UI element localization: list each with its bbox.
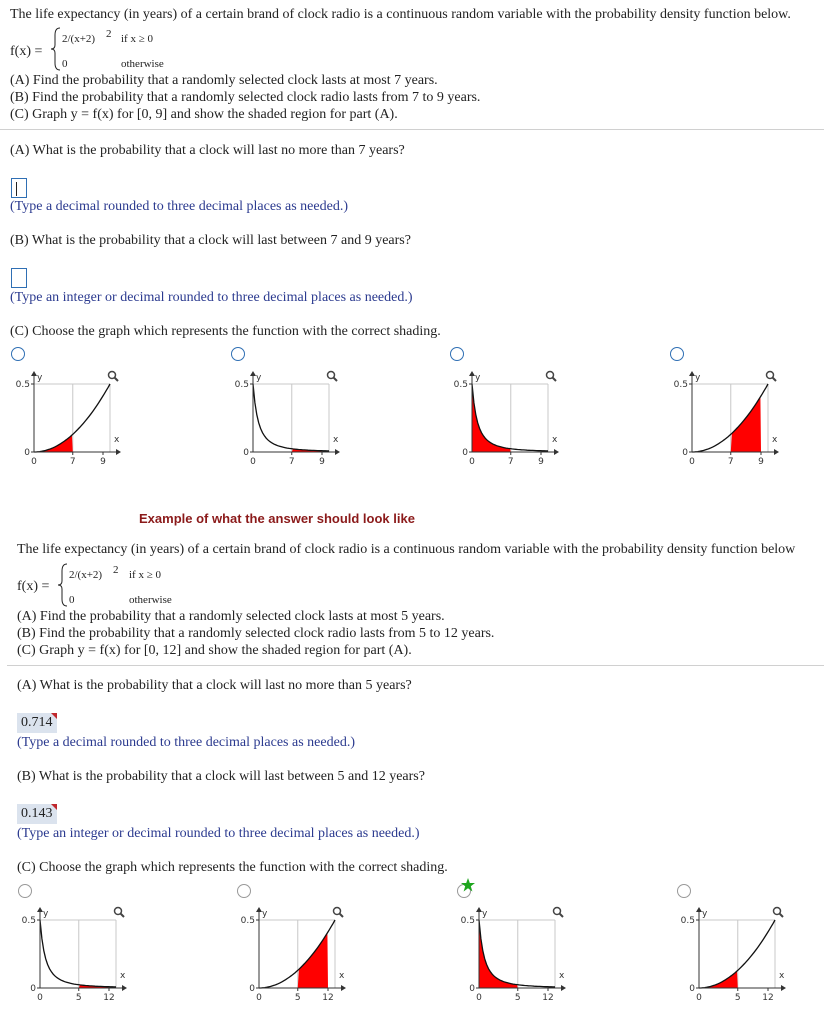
example-graph-option-3[interactable] bbox=[455, 902, 585, 1008]
x-tick-label: 9 bbox=[758, 457, 764, 467]
zoom-icon bbox=[554, 908, 564, 918]
zoom-icon bbox=[115, 908, 125, 918]
part-b-text: (B) Find the probability that a randomly selected clock radio lasts from 7 to 9 years. bbox=[10, 90, 481, 105]
hint-b: (Type an integer or decimal rounded to three decimal places as needed.) bbox=[10, 290, 413, 305]
x-tick-label: 0 bbox=[696, 993, 702, 1003]
y-tick-label: 0 bbox=[249, 984, 255, 994]
x-axis-arrow-icon bbox=[335, 449, 340, 455]
x-tick-label: 12 bbox=[322, 993, 334, 1003]
shaded-region bbox=[479, 920, 518, 988]
x-tick-label: 5 bbox=[514, 993, 521, 1003]
example-question-b: (B) What is the probability that a clock will last between 5 and 12 years? bbox=[17, 769, 425, 784]
zoom-icon bbox=[774, 908, 784, 918]
x-tick-label: 9 bbox=[100, 457, 106, 467]
y-tick-label: 0 bbox=[24, 448, 30, 458]
x-axis-arrow-icon bbox=[122, 985, 127, 991]
x-tick-label: 5 bbox=[75, 993, 82, 1003]
y-tick-label: 0 bbox=[30, 984, 36, 994]
y-tick-label: 0.5 bbox=[460, 916, 475, 926]
zoom-icon bbox=[547, 372, 557, 382]
example-hint-b: (Type an integer or decimal rounded to three decimal places as needed.) bbox=[17, 826, 420, 841]
x-tick-label: 5 bbox=[734, 993, 741, 1003]
y-axis-label: y bbox=[37, 373, 43, 383]
shaded-region bbox=[731, 397, 761, 452]
example-answer-b: 0.143 bbox=[17, 804, 57, 824]
correct-star-icon bbox=[461, 878, 475, 892]
x-axis-arrow-icon bbox=[116, 449, 121, 455]
y-axis-label: y bbox=[475, 373, 481, 383]
x-tick-label: 9 bbox=[319, 457, 325, 467]
shaded-region bbox=[472, 384, 511, 452]
case1-condition: if x ≥ 0 bbox=[121, 33, 154, 45]
x-tick-label: 0 bbox=[250, 457, 256, 467]
example-graph-option-4[interactable] bbox=[675, 902, 805, 1008]
answer-a-input[interactable] bbox=[11, 178, 27, 198]
x-axis-label: x bbox=[339, 971, 345, 981]
example-question-a: (A) What is the probability that a clock will last no more than 5 years? bbox=[17, 678, 412, 693]
y-axis-label: y bbox=[256, 373, 262, 383]
flag-icon bbox=[51, 713, 57, 719]
x-tick-label: 12 bbox=[103, 993, 115, 1003]
y-tick-label: 0.5 bbox=[234, 380, 249, 390]
example-case2-expr: 0 bbox=[69, 594, 75, 606]
part-a-text: (A) Find the probability that a randomly selected clock lasts at most 7 years. bbox=[10, 73, 438, 88]
y-tick-label: 0 bbox=[682, 448, 688, 458]
question-b: (B) What is the probability that a clock will last between 7 and 9 years? bbox=[10, 233, 411, 248]
example-fx-label: f(x) = bbox=[17, 579, 50, 594]
divider bbox=[0, 129, 824, 130]
answer-b-input[interactable] bbox=[11, 268, 27, 288]
x-tick-label: 0 bbox=[689, 457, 695, 467]
y-tick-label: 0.5 bbox=[453, 380, 468, 390]
graph-option-3[interactable] bbox=[448, 366, 578, 472]
example-case2-condition: otherwise bbox=[129, 594, 172, 606]
example-part-a-text: (A) Find the probability that a randomly selected clock lasts at most 5 years. bbox=[17, 609, 445, 624]
x-axis-arrow-icon bbox=[341, 985, 346, 991]
fx-label: f(x) = bbox=[10, 44, 43, 59]
x-tick-label: 5 bbox=[294, 993, 301, 1003]
option-4-radio[interactable] bbox=[670, 347, 684, 361]
x-axis-arrow-icon bbox=[554, 449, 559, 455]
y-tick-label: 0 bbox=[462, 448, 468, 458]
example-question-c: (C) Choose the graph which represents the function with the correct shading. bbox=[17, 860, 448, 875]
x-tick-label: 9 bbox=[538, 457, 544, 467]
x-tick-label: 0 bbox=[37, 993, 43, 1003]
example-case1-expr: 2/(x+2) bbox=[69, 569, 103, 581]
x-axis-label: x bbox=[120, 971, 126, 981]
question-a: (A) What is the probability that a clock will last no more than 7 years? bbox=[10, 143, 405, 158]
shaded-region bbox=[298, 933, 328, 988]
example-divider bbox=[7, 665, 824, 666]
x-axis-label: x bbox=[779, 971, 785, 981]
zoom-icon bbox=[328, 372, 338, 382]
x-tick-label: 12 bbox=[762, 993, 774, 1003]
x-axis-label: x bbox=[333, 435, 339, 445]
y-axis-label: y bbox=[262, 909, 268, 919]
y-tick-label: 0.5 bbox=[673, 380, 688, 390]
x-axis-label: x bbox=[772, 435, 778, 445]
x-tick-label: 0 bbox=[256, 993, 262, 1003]
question-c: (C) Choose the graph which represents the function with the correct shading. bbox=[10, 324, 441, 339]
x-axis-label: x bbox=[552, 435, 558, 445]
y-axis-label: y bbox=[43, 909, 49, 919]
brace-icon bbox=[50, 27, 62, 71]
example-intro: The life expectancy (in years) of a certain brand of clock radio is a continuous random variable with the probability density function below bbox=[17, 542, 796, 557]
case1-expr: 2/(x+2) bbox=[62, 33, 96, 45]
y-axis-label: y bbox=[702, 909, 708, 919]
case2-condition: otherwise bbox=[121, 58, 164, 70]
x-axis-arrow-icon bbox=[774, 449, 779, 455]
example-graph-option-2[interactable] bbox=[235, 902, 365, 1008]
x-tick-label: 7 bbox=[507, 457, 514, 467]
shaded-region bbox=[699, 971, 738, 988]
x-tick-label: 7 bbox=[288, 457, 295, 467]
option-3-radio[interactable] bbox=[450, 347, 464, 361]
hint-a: (Type a decimal rounded to three decimal places as needed.) bbox=[10, 199, 348, 214]
zoom-icon bbox=[767, 372, 777, 382]
y-axis-label: y bbox=[482, 909, 488, 919]
case1-exponent: 2 bbox=[106, 28, 112, 40]
x-tick-label: 0 bbox=[476, 993, 482, 1003]
example-case1-condition: if x ≥ 0 bbox=[129, 569, 162, 581]
example-case1-exponent: 2 bbox=[113, 564, 119, 576]
option-1-radio[interactable] bbox=[11, 347, 25, 361]
case2-expr: 0 bbox=[62, 58, 68, 70]
curve bbox=[40, 920, 116, 987]
y-tick-label: 0 bbox=[689, 984, 695, 994]
example-option-2-radio[interactable] bbox=[237, 884, 251, 898]
example-part-c-text: (C) Graph y = f(x) for [0, 12] and show the shaded region for part (A). bbox=[17, 643, 412, 658]
example-title: Example of what the answer should look like bbox=[139, 511, 415, 526]
example-answer-a: 0.714 bbox=[17, 713, 57, 733]
x-tick-label: 0 bbox=[31, 457, 37, 467]
x-axis-label: x bbox=[114, 435, 120, 445]
option-2-radio[interactable] bbox=[231, 347, 245, 361]
x-axis-label: x bbox=[559, 971, 565, 981]
x-tick-label: 7 bbox=[69, 457, 76, 467]
zoom-icon bbox=[109, 372, 119, 382]
y-tick-label: 0.5 bbox=[15, 380, 30, 390]
y-tick-label: 0.5 bbox=[240, 916, 255, 926]
graph-option-2[interactable] bbox=[229, 366, 359, 472]
example-hint-a: (Type a decimal rounded to three decimal places as needed.) bbox=[17, 735, 355, 750]
x-axis-arrow-icon bbox=[781, 985, 786, 991]
y-axis-label: y bbox=[695, 373, 701, 383]
x-tick-label: 7 bbox=[727, 457, 734, 467]
y-tick-label: 0 bbox=[243, 448, 249, 458]
graph-option-4[interactable] bbox=[668, 366, 798, 472]
y-tick-label: 0.5 bbox=[680, 916, 695, 926]
part-c-text: (C) Graph y = f(x) for [0, 9] and show the shaded region for part (A). bbox=[10, 107, 398, 122]
graph-option-1[interactable] bbox=[10, 366, 140, 472]
curve bbox=[253, 384, 329, 451]
flag-icon bbox=[51, 804, 57, 810]
example-brace-icon bbox=[57, 563, 69, 607]
y-tick-label: 0.5 bbox=[21, 916, 36, 926]
example-option-4-radio[interactable] bbox=[677, 884, 691, 898]
problem-intro: The life expectancy (in years) of a certain brand of clock radio is a continuous random variable with the probability density function below. bbox=[10, 7, 791, 22]
zoom-icon bbox=[334, 908, 344, 918]
y-tick-label: 0 bbox=[469, 984, 475, 994]
shaded-region bbox=[34, 435, 73, 452]
example-part-b-text: (B) Find the probability that a randomly selected clock radio lasts from 5 to 12 years. bbox=[17, 626, 495, 641]
example-graph-option-1[interactable] bbox=[16, 902, 146, 1008]
x-tick-label: 0 bbox=[469, 457, 475, 467]
x-axis-arrow-icon bbox=[561, 985, 566, 991]
example-option-1-radio[interactable] bbox=[18, 884, 32, 898]
x-tick-label: 12 bbox=[542, 993, 554, 1003]
